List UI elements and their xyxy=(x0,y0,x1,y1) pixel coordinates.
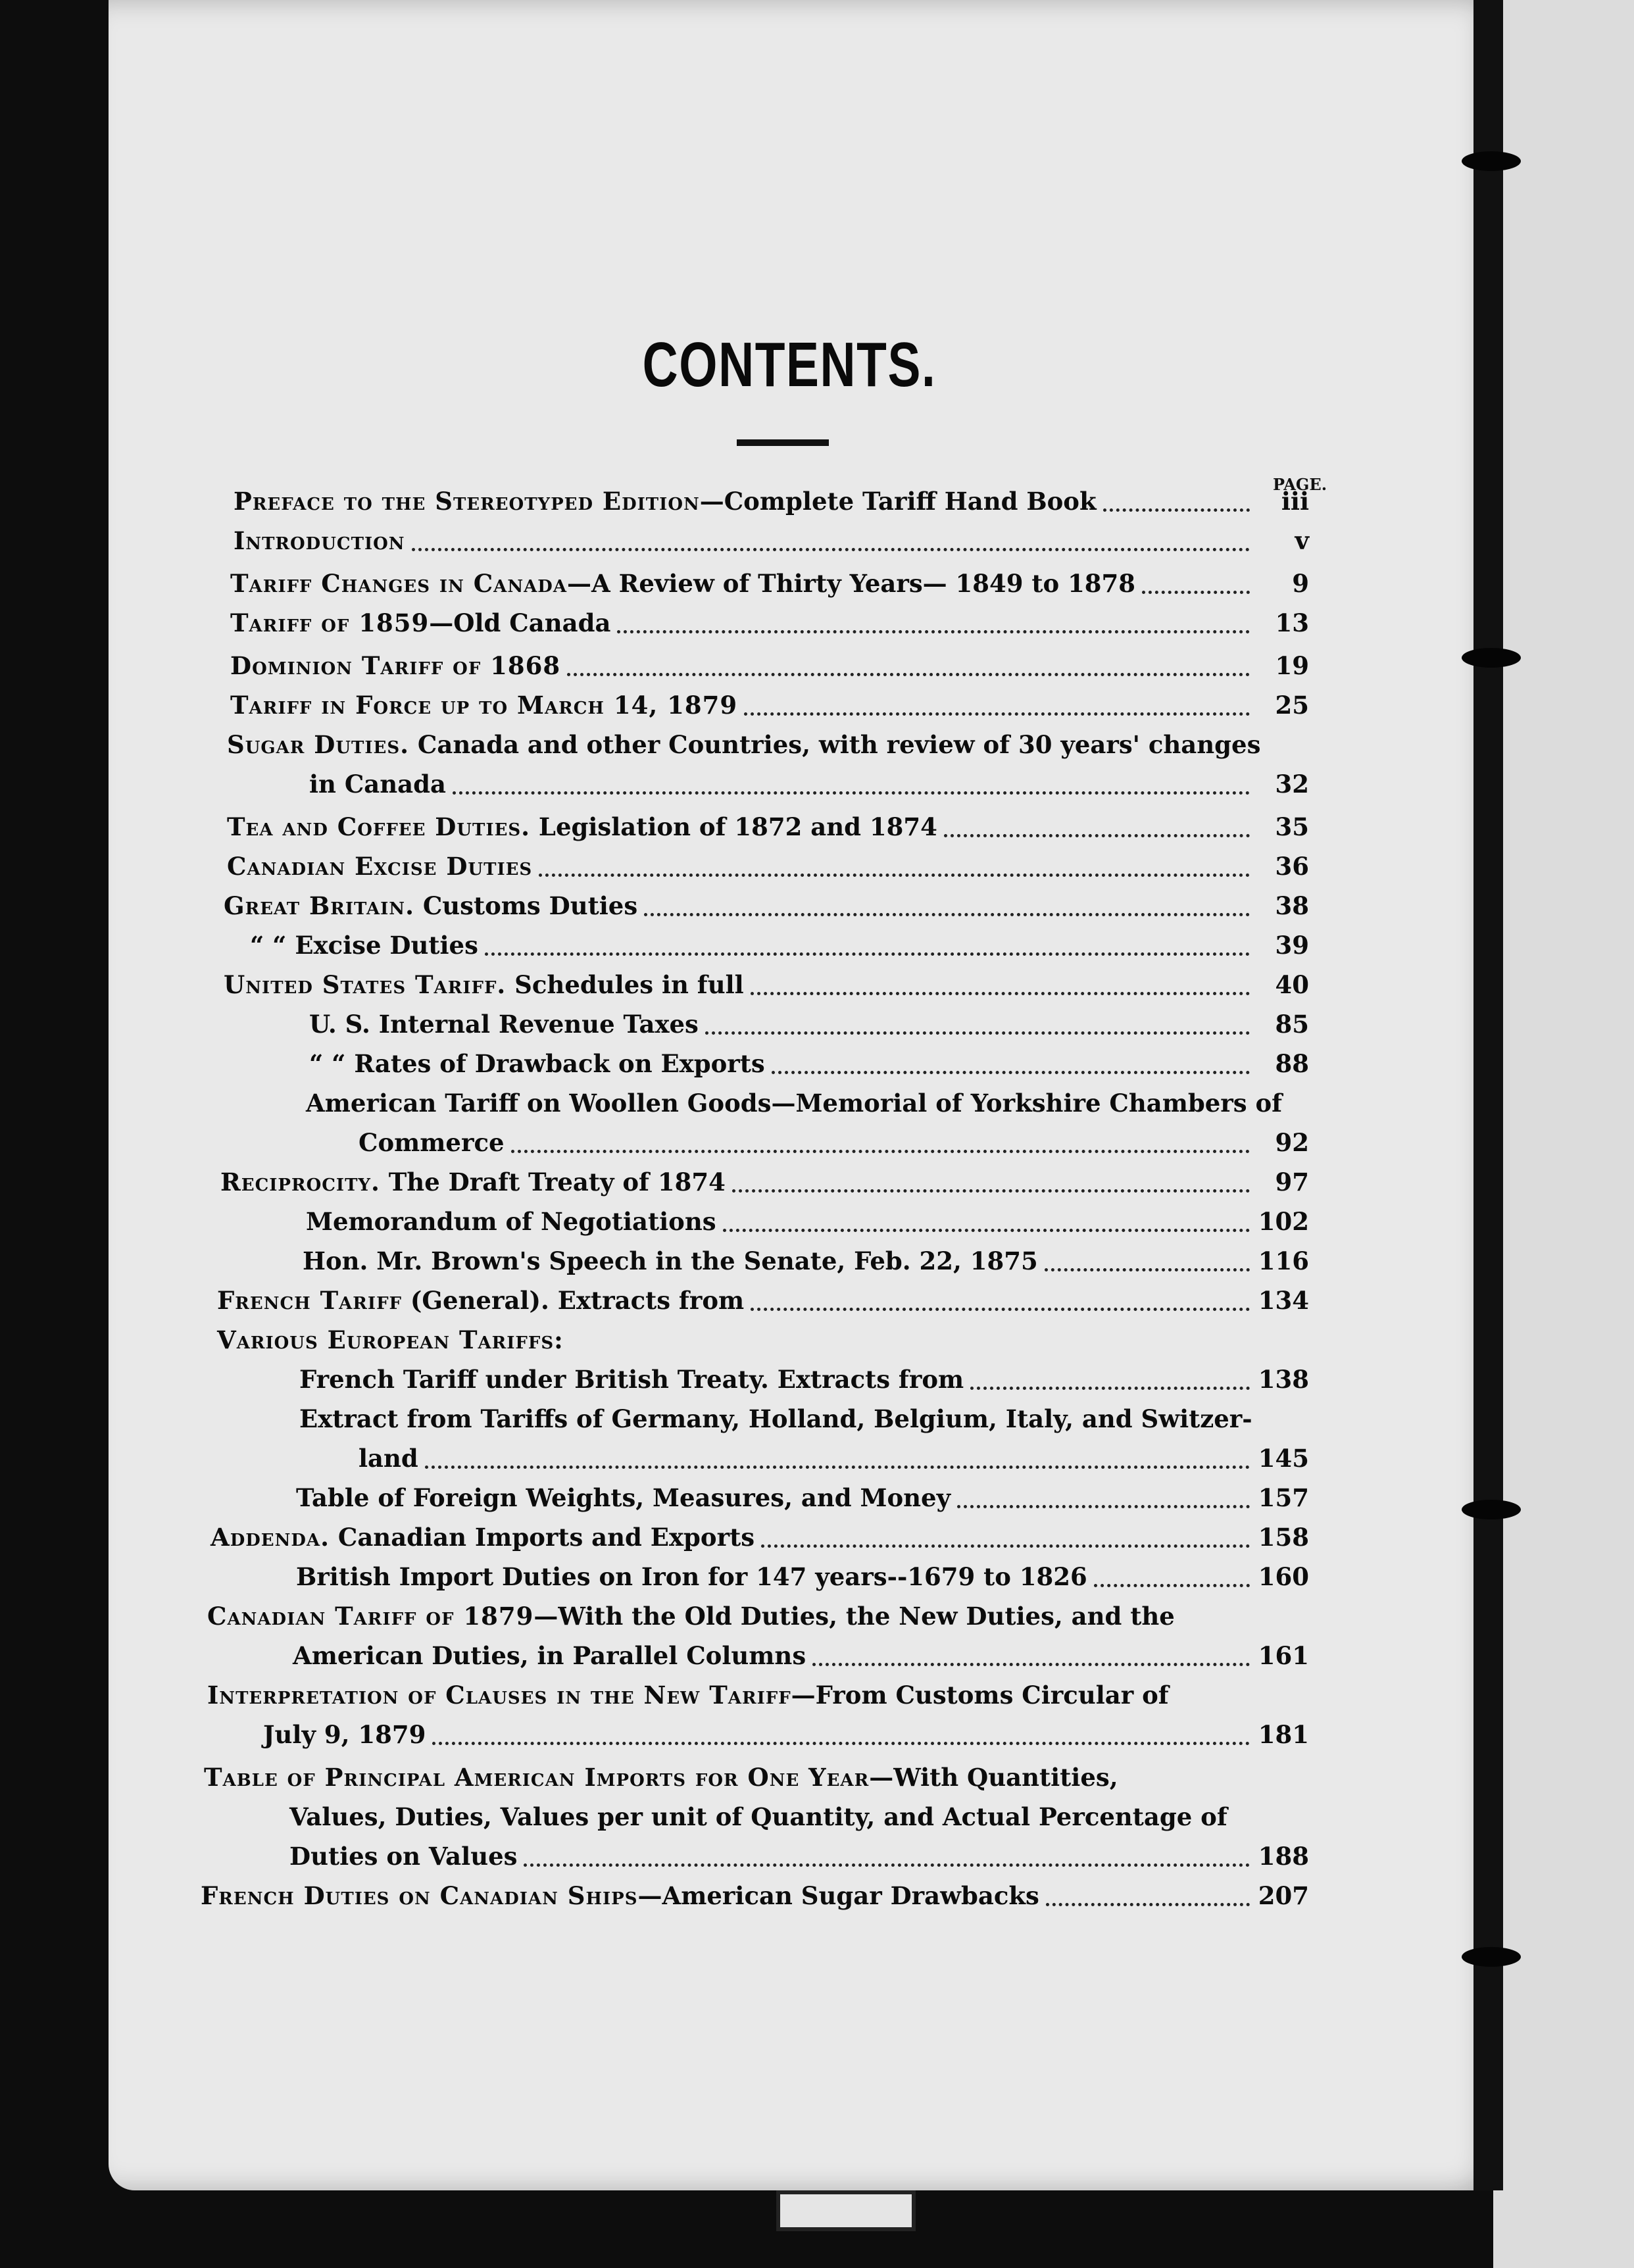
toc-entry-text xyxy=(204,1763,1118,1792)
toc-entry[interactable] xyxy=(293,1641,1309,1673)
toc-entry-title: land xyxy=(359,1444,418,1473)
toc-page-number: 158 xyxy=(1258,1523,1309,1552)
toc-entry-title: “ “ Rates of Drawback on Exports xyxy=(309,1049,765,1078)
toc-page-number: 207 xyxy=(1258,1881,1309,1910)
page-column-heading: PAGE. xyxy=(1273,475,1327,494)
toc-page-number: 102 xyxy=(1258,1207,1309,1236)
dot-leader xyxy=(751,1308,1250,1311)
toc-page-number: 9 xyxy=(1292,569,1309,598)
toc-entry-title: U. S. Internal Revenue Taxes xyxy=(309,1010,699,1039)
toc-page-number: v xyxy=(1295,526,1309,555)
toc-entry-text xyxy=(224,891,637,920)
toc-entry-text xyxy=(230,691,737,720)
toc-page-number: 97 xyxy=(1275,1168,1309,1196)
toc-entry-title: Commerce xyxy=(359,1128,505,1157)
toc-entry-title: Table of Foreign Weights, Measures, and Money xyxy=(296,1483,951,1512)
toc-page-number: 160 xyxy=(1258,1562,1309,1591)
toc-entry-text xyxy=(230,651,560,680)
toc-entry-text xyxy=(201,1881,1039,1910)
toc-entry-title: (General). Extracts from xyxy=(402,1286,745,1315)
dot-leader xyxy=(425,1466,1250,1469)
toc-page-number: 138 xyxy=(1258,1365,1309,1394)
toc-entry[interactable] xyxy=(303,1246,1309,1278)
toc-entry-text xyxy=(296,1483,951,1512)
dot-leader xyxy=(705,1031,1250,1035)
toc-entry[interactable] xyxy=(296,1483,1309,1515)
toc-entry-heading: French Duties on Canadian Ships xyxy=(201,1881,638,1910)
toc-entry-title: “ “ Excise Duties xyxy=(250,931,478,960)
toc-entry-heading: Tariff Changes in Canada xyxy=(230,569,567,598)
toc-entry-heading: Tariff in Force up to March 14, 1879 xyxy=(230,691,738,720)
dot-leader xyxy=(1142,591,1250,594)
toc-page-number: iii xyxy=(1281,487,1309,516)
toc-page-number: 35 xyxy=(1275,812,1309,841)
toc-entry-text xyxy=(306,1089,1282,1118)
toc-entry-heading: Tariff of 1859 xyxy=(230,608,430,637)
toc-page-number: 39 xyxy=(1275,931,1309,960)
toc-entry-text xyxy=(296,1562,1087,1591)
toc-page-number: 36 xyxy=(1275,852,1309,881)
toc-entry-text xyxy=(234,526,405,555)
toc-entry-text xyxy=(227,812,937,841)
dot-leader xyxy=(1046,1903,1250,1906)
dot-leader xyxy=(1045,1268,1250,1271)
dot-leader xyxy=(812,1663,1250,1666)
dot-leader xyxy=(453,791,1250,795)
toc-entry-text xyxy=(309,1049,765,1078)
dot-leader xyxy=(412,548,1250,551)
toc-entry[interactable] xyxy=(289,1842,1309,1873)
toc-entry-title: Canadian Imports and Exports xyxy=(330,1523,755,1552)
toc-entry[interactable] xyxy=(296,1562,1309,1594)
dot-leader xyxy=(970,1387,1250,1390)
adjacent-page xyxy=(1493,0,1634,2268)
toc-entry[interactable] xyxy=(234,526,1309,558)
toc-entry[interactable] xyxy=(217,1325,563,1357)
toc-entry[interactable] xyxy=(306,1089,1282,1120)
toc-entry-heading: Great Britain. xyxy=(224,891,414,920)
toc-entry-heading: Tea and Coffee Duties. xyxy=(227,812,531,841)
toc-entry-heading: Addenda. xyxy=(210,1523,330,1552)
toc-page-number: 188 xyxy=(1258,1842,1309,1871)
toc-entry-heading: Various European Tariffs xyxy=(217,1325,555,1354)
toc-entry[interactable] xyxy=(230,569,1309,601)
toc-entry-text xyxy=(230,569,1135,598)
dot-leader xyxy=(772,1071,1250,1074)
toc-entry[interactable] xyxy=(306,1207,1309,1239)
toc-entry-title: —American Sugar Drawbacks xyxy=(637,1881,1039,1910)
toc-entry-heading: French Tariff xyxy=(217,1286,402,1315)
binding-gutter xyxy=(1473,0,1503,2190)
toc-entry[interactable] xyxy=(234,487,1309,518)
dot-leader xyxy=(511,1150,1250,1153)
toc-entry[interactable] xyxy=(309,1049,1309,1081)
binding-stitch xyxy=(1462,648,1521,668)
toc-entry-title: Canada and other Countries, with review of 30 years' changes xyxy=(409,730,1261,759)
toc-entry-text xyxy=(224,970,744,999)
toc-page-number: 145 xyxy=(1258,1444,1309,1473)
toc-entry-title: —With the Old Duties, the New Duties, and the xyxy=(533,1602,1175,1631)
toc-entry[interactable] xyxy=(217,1286,1309,1318)
toc-entry-text xyxy=(230,608,610,637)
toc-entry[interactable] xyxy=(210,1523,1309,1554)
toc-entry-title: : xyxy=(554,1325,563,1354)
toc-entry-title: American Tariff on Woollen Goods—Memorial of Yorkshire Chambers of xyxy=(306,1089,1283,1118)
toc-entry-text xyxy=(217,1325,563,1354)
toc-entry[interactable] xyxy=(309,770,1309,801)
binding-stitch xyxy=(1462,1500,1521,1519)
toc-page-number: 134 xyxy=(1258,1286,1309,1315)
toc-entry-title: Extract from Tariffs of Germany, Holland, Belgium, Italy, and Switzer- xyxy=(299,1404,1252,1433)
toc-page-number: 25 xyxy=(1275,691,1309,720)
toc-entry-heading: Introduction xyxy=(234,526,405,555)
toc-entry[interactable] xyxy=(263,1720,1309,1752)
toc-entry-title: July 9, 1879 xyxy=(263,1720,426,1749)
toc-entry-text xyxy=(220,1168,726,1196)
dot-leader xyxy=(944,834,1250,837)
toc-entry[interactable] xyxy=(230,608,1309,640)
toc-entry[interactable] xyxy=(207,1602,1175,1633)
binding-stitch xyxy=(1462,1947,1521,1967)
toc-entry-title: The Draft Treaty of 1874 xyxy=(380,1168,726,1196)
toc-entry[interactable] xyxy=(359,1128,1309,1160)
toc-entry[interactable] xyxy=(299,1365,1309,1396)
dot-leader xyxy=(485,952,1250,956)
toc-page-number: 116 xyxy=(1258,1246,1309,1275)
dot-leader xyxy=(644,913,1250,916)
toc-entry-heading: Sugar Duties. xyxy=(227,730,410,759)
toc-entry-text xyxy=(299,1404,1252,1433)
toc-page-number: 181 xyxy=(1258,1720,1309,1749)
page-clip xyxy=(776,2190,916,2231)
toc-entry-heading: Canadian Excise Duties xyxy=(227,852,533,881)
toc-entry[interactable] xyxy=(204,1763,1118,1794)
toc-entry-heading: Interpretation of Clauses in the New Tariff xyxy=(207,1681,791,1710)
toc-entry[interactable] xyxy=(299,1404,1252,1436)
toc-entry-heading: United States Tariff. xyxy=(224,970,507,999)
toc-entry-title: —With Quantities, xyxy=(869,1763,1118,1792)
toc-entry-title: Legislation of 1872 and 1874 xyxy=(530,812,937,841)
toc-entry-title: in Canada xyxy=(309,770,446,799)
dot-leader xyxy=(1094,1584,1250,1587)
toc-page-number: 157 xyxy=(1258,1483,1309,1512)
toc-entry[interactable] xyxy=(224,970,1309,1002)
toc-entry[interactable] xyxy=(359,1444,1309,1475)
toc-entry-text xyxy=(299,1365,964,1394)
toc-page-number: 40 xyxy=(1275,970,1309,999)
dot-leader xyxy=(617,630,1250,633)
toc-entry-text xyxy=(227,852,532,881)
toc-entry-title: French Tariff under British Treaty. Extracts from xyxy=(299,1365,964,1394)
toc-page-number: 161 xyxy=(1258,1641,1309,1670)
toc-entry-text xyxy=(227,730,1260,759)
toc-entry-title: Schedules in full xyxy=(506,970,744,999)
dot-leader xyxy=(524,1863,1250,1867)
toc-page-number: 38 xyxy=(1275,891,1309,920)
dot-leader xyxy=(744,712,1250,716)
page-title: CONTENTS. xyxy=(642,330,937,400)
toc-entry-heading: Preface to the Stereotyped Edition xyxy=(234,487,700,516)
toc-entry[interactable] xyxy=(207,1681,1169,1712)
dot-leader xyxy=(957,1505,1250,1508)
toc-entry-title: —Old Canada xyxy=(429,608,611,637)
toc-entry-heading: Dominion Tariff of 1868 xyxy=(230,651,561,680)
toc-entry-title: —Complete Tariff Hand Book xyxy=(699,487,1097,516)
toc-entry[interactable] xyxy=(227,812,1309,844)
toc-entry-title: American Duties, in Parallel Columns xyxy=(293,1641,806,1670)
toc-entry[interactable] xyxy=(230,651,1309,683)
toc-entry[interactable] xyxy=(289,1802,1227,1834)
toc-entry-title: Values, Duties, Values per unit of Quantity, and Actual Percentage of xyxy=(289,1802,1227,1831)
toc-page-number: 92 xyxy=(1275,1128,1309,1157)
dot-leader xyxy=(732,1189,1250,1193)
toc-page-number: 19 xyxy=(1275,651,1309,680)
dot-leader xyxy=(751,992,1250,995)
toc-entry-heading: Table of Principal American Imports for One Year xyxy=(204,1763,870,1792)
toc-entry-title: Customs Duties xyxy=(414,891,638,920)
toc-entry-title: British Import Duties on Iron for 147 years--1679 to 1826 xyxy=(296,1562,1087,1591)
toc-entry-title: —From Customs Circular of xyxy=(791,1681,1169,1710)
dot-leader xyxy=(539,874,1250,877)
toc-entry-text xyxy=(263,1720,426,1749)
dot-leader xyxy=(761,1544,1250,1548)
toc-entry-text xyxy=(306,1207,716,1236)
toc-entry-text xyxy=(207,1681,1169,1710)
toc-page-number: 85 xyxy=(1275,1010,1309,1039)
toc-entry[interactable] xyxy=(220,1168,1309,1199)
toc-entry-text xyxy=(289,1802,1227,1831)
toc-entry[interactable] xyxy=(227,852,1309,883)
title-rule xyxy=(737,439,829,446)
toc-page-number: 13 xyxy=(1275,608,1309,637)
dot-leader xyxy=(432,1742,1250,1745)
toc-page-number: 88 xyxy=(1275,1049,1309,1078)
toc-entry-text xyxy=(359,1128,505,1157)
dot-leader xyxy=(1103,508,1250,512)
toc-entry-title: Memorandum of Negotiations xyxy=(306,1207,716,1236)
toc-entry-heading: Canadian Tariff of 1879 xyxy=(207,1602,534,1631)
toc-entry-heading: Reciprocity. xyxy=(220,1168,380,1196)
toc-entry-title: Duties on Values xyxy=(289,1842,518,1871)
toc-entry[interactable] xyxy=(201,1881,1309,1913)
toc-entry-text xyxy=(309,1010,699,1039)
toc-entry-text xyxy=(250,931,478,960)
dot-leader xyxy=(723,1229,1250,1232)
toc-entry-title: —A Review of Thirty Years— 1849 to 1878 xyxy=(567,569,1136,598)
toc-page-number: 32 xyxy=(1275,770,1309,799)
toc-entry-title: Hon. Mr. Brown's Speech in the Senate, Feb. 22, 1875 xyxy=(303,1246,1038,1275)
toc-entry-text xyxy=(207,1602,1175,1631)
toc-entry-text xyxy=(359,1444,418,1473)
toc-entry[interactable] xyxy=(227,730,1260,762)
toc-entry-text xyxy=(293,1641,806,1670)
toc-entry[interactable] xyxy=(224,891,1309,923)
toc-entry-text xyxy=(289,1842,517,1871)
toc-entry-text xyxy=(303,1246,1038,1275)
toc-entry[interactable] xyxy=(230,691,1309,722)
toc-entry-text xyxy=(210,1523,755,1552)
toc-entry[interactable] xyxy=(250,931,1309,962)
toc-entry-text xyxy=(309,770,446,799)
dot-leader xyxy=(567,673,1250,676)
toc-entry[interactable] xyxy=(309,1010,1309,1041)
toc-entry-text xyxy=(217,1286,744,1315)
binding-stitch xyxy=(1462,151,1521,171)
toc-entry-text xyxy=(234,487,1097,516)
